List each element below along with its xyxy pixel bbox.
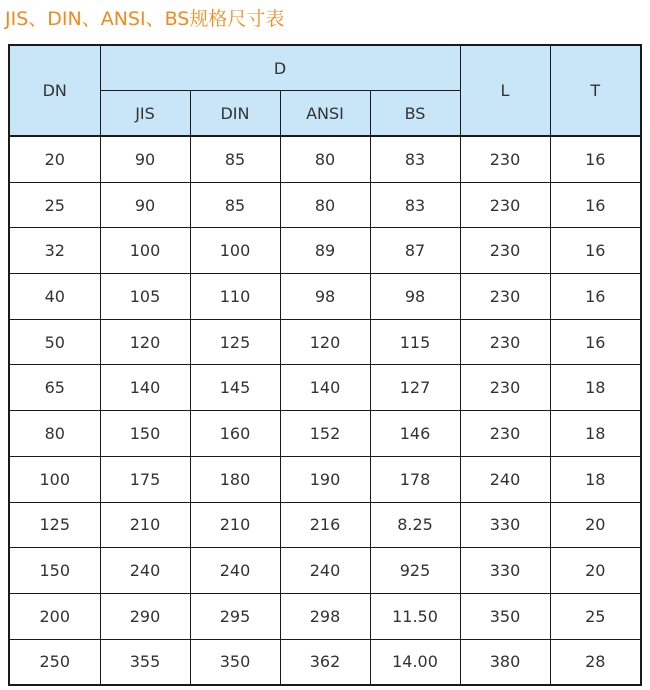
cell-t: 18	[550, 365, 641, 411]
cell-d-ansi: 120	[280, 319, 370, 365]
cell-t: 20	[550, 502, 641, 548]
cell-dn: 125	[9, 502, 100, 548]
cell-d-din: 350	[190, 639, 280, 685]
cell-d-din: 295	[190, 593, 280, 639]
table-row	[9, 502, 641, 548]
header-d-bs: BS	[370, 91, 460, 137]
cell-d-bs: 11.50	[370, 593, 460, 639]
cell-d-din: 100	[190, 228, 280, 274]
cell-d-ansi: 98	[280, 274, 370, 320]
table-header	[9, 45, 641, 136]
cell-d-jis: 100	[100, 228, 190, 274]
cell-d-jis: 90	[100, 182, 190, 228]
cell-d-jis: 355	[100, 639, 190, 685]
cell-d-jis: 105	[100, 274, 190, 320]
cell-t: 28	[550, 639, 641, 685]
cell-d-ansi: 298	[280, 593, 370, 639]
table-row	[9, 548, 641, 594]
cell-dn: 100	[9, 456, 100, 502]
cell-dn: 80	[9, 411, 100, 457]
cell-d-jis: 240	[100, 548, 190, 594]
cell-dn: 50	[9, 319, 100, 365]
cell-l: 230	[460, 136, 550, 182]
cell-d-ansi: 362	[280, 639, 370, 685]
cell-l: 230	[460, 274, 550, 320]
cell-t: 16	[550, 182, 641, 228]
cell-t: 16	[550, 319, 641, 365]
cell-d-din: 145	[190, 365, 280, 411]
header-d-jis: JIS	[100, 91, 190, 137]
cell-d-bs: 146	[370, 411, 460, 457]
cell-d-ansi: 190	[280, 456, 370, 502]
cell-d-bs: 8.25	[370, 502, 460, 548]
table-row	[9, 365, 641, 411]
cell-d-ansi: 89	[280, 228, 370, 274]
cell-l: 380	[460, 639, 550, 685]
table-row	[9, 182, 641, 228]
cell-d-ansi: 216	[280, 502, 370, 548]
table-row	[9, 411, 641, 457]
cell-l: 350	[460, 593, 550, 639]
header-d-din: DIN	[190, 91, 280, 137]
cell-l: 330	[460, 548, 550, 594]
cell-d-din: 110	[190, 274, 280, 320]
table-row	[9, 319, 641, 365]
cell-dn: 32	[9, 228, 100, 274]
table-row	[9, 639, 641, 685]
table-row	[9, 228, 641, 274]
cell-l: 230	[460, 228, 550, 274]
cell-d-bs: 14.00	[370, 639, 460, 685]
cell-d-jis: 120	[100, 319, 190, 365]
cell-d-jis: 290	[100, 593, 190, 639]
cell-t: 25	[550, 593, 641, 639]
table-body	[9, 136, 641, 685]
cell-dn: 20	[9, 136, 100, 182]
cell-d-bs: 87	[370, 228, 460, 274]
spec-table	[8, 44, 642, 686]
cell-d-bs: 178	[370, 456, 460, 502]
cell-dn: 200	[9, 593, 100, 639]
cell-d-bs: 83	[370, 182, 460, 228]
header-row-top	[9, 45, 641, 91]
cell-d-bs: 115	[370, 319, 460, 365]
header-dn: DN	[9, 45, 100, 136]
cell-d-ansi: 80	[280, 136, 370, 182]
cell-d-ansi: 240	[280, 548, 370, 594]
cell-l: 230	[460, 182, 550, 228]
cell-d-jis: 210	[100, 502, 190, 548]
cell-t: 16	[550, 136, 641, 182]
cell-d-din: 240	[190, 548, 280, 594]
cell-d-din: 125	[190, 319, 280, 365]
cell-d-bs: 925	[370, 548, 460, 594]
cell-d-bs: 83	[370, 136, 460, 182]
cell-d-jis: 150	[100, 411, 190, 457]
cell-d-ansi: 80	[280, 182, 370, 228]
page-title: JIS、DIN、ANSI、BS规格尺寸表	[5, 8, 285, 30]
header-l: L	[460, 45, 550, 136]
cell-t: 20	[550, 548, 641, 594]
table-row	[9, 456, 641, 502]
cell-l: 230	[460, 319, 550, 365]
cell-d-jis: 140	[100, 365, 190, 411]
cell-d-din: 160	[190, 411, 280, 457]
cell-t: 18	[550, 456, 641, 502]
header-d-ansi: ANSI	[280, 91, 370, 137]
cell-d-ansi: 140	[280, 365, 370, 411]
cell-dn: 25	[9, 182, 100, 228]
cell-dn: 250	[9, 639, 100, 685]
cell-d-ansi: 152	[280, 411, 370, 457]
cell-d-din: 210	[190, 502, 280, 548]
cell-l: 240	[460, 456, 550, 502]
cell-l: 330	[460, 502, 550, 548]
cell-dn: 65	[9, 365, 100, 411]
cell-d-jis: 90	[100, 136, 190, 182]
cell-d-din: 85	[190, 182, 280, 228]
cell-dn: 40	[9, 274, 100, 320]
cell-t: 16	[550, 274, 641, 320]
header-d: D	[100, 45, 460, 91]
cell-d-din: 180	[190, 456, 280, 502]
table-row	[9, 136, 641, 182]
cell-d-bs: 127	[370, 365, 460, 411]
header-t: T	[550, 45, 641, 136]
cell-t: 16	[550, 228, 641, 274]
cell-d-din: 85	[190, 136, 280, 182]
table-row	[9, 274, 641, 320]
cell-l: 230	[460, 411, 550, 457]
cell-l: 230	[460, 365, 550, 411]
table-row	[9, 593, 641, 639]
cell-t: 18	[550, 411, 641, 457]
cell-d-bs: 98	[370, 274, 460, 320]
cell-d-jis: 175	[100, 456, 190, 502]
cell-dn: 150	[9, 548, 100, 594]
